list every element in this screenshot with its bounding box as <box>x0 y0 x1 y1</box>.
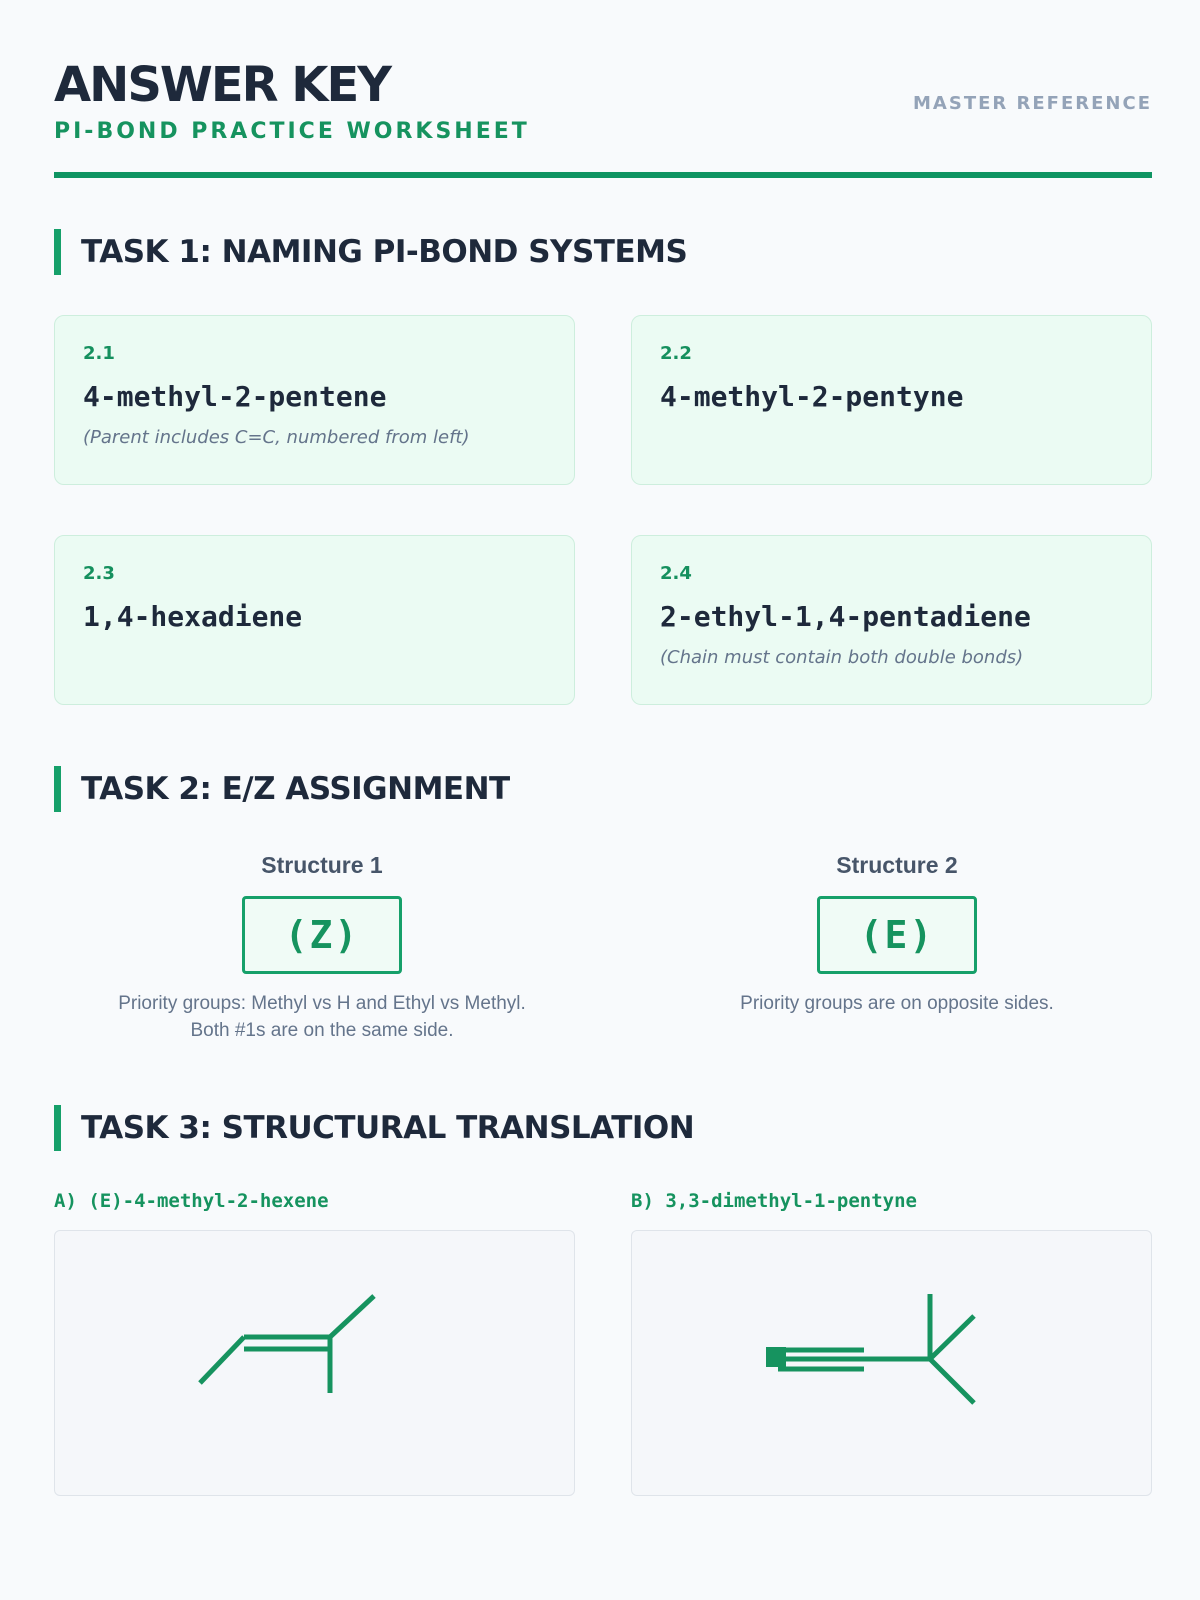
structure-label: Structure 2 <box>836 852 958 878</box>
master-reference-label: MASTER REFERENCE <box>913 93 1152 114</box>
card-answer: 4-methyl-2-pentene <box>83 380 387 413</box>
bond-line <box>930 1359 974 1403</box>
card-note: (Parent includes C=C, numbered from left) <box>83 427 470 448</box>
answer-card-2-2 <box>631 315 1152 485</box>
bond-line <box>930 1316 974 1359</box>
card-answer: 1,4-hexadiene <box>83 600 303 633</box>
header-divider <box>54 172 1152 178</box>
answer-key-page <box>54 0 1152 1600</box>
structure-2-answer <box>617 850 1177 1017</box>
skeletal-structure-b <box>632 1231 1153 1497</box>
card-number: 2.4 <box>660 563 692 584</box>
card-number: 2.2 <box>660 343 692 364</box>
explanation-line: Priority groups are on opposite sides. <box>740 993 1054 1014</box>
answer-card-2-1 <box>54 315 575 485</box>
structure-explanation <box>617 990 1177 1017</box>
explanation-line: Priority groups: Methyl vs H and Ethyl vs Methyl. <box>118 993 526 1014</box>
page-subtitle: PI-BOND PRACTICE WORKSHEET <box>54 119 530 144</box>
explanation-line: Both #1s are on the same side. <box>190 1020 454 1041</box>
answer-card-2-3 <box>54 535 575 705</box>
ez-answer-box: (E) <box>817 896 977 974</box>
bond-line <box>200 1337 244 1383</box>
page-header <box>54 56 1152 180</box>
task3-heading: TASK 3: STRUCTURAL TRANSLATION <box>54 1105 1152 1151</box>
answer-card-2-4 <box>631 535 1152 705</box>
structure-label: Structure 1 <box>261 852 383 878</box>
card-answer: 2-ethyl-1,4-pentadiene <box>660 600 1031 633</box>
structure-b-drawing <box>631 1230 1152 1496</box>
ez-answer-box: (Z) <box>242 896 402 974</box>
card-number: 2.1 <box>83 343 115 364</box>
task1-heading: TASK 1: NAMING PI-BOND SYSTEMS <box>54 229 1152 275</box>
page-title: ANSWER KEY <box>54 57 391 113</box>
structure-explanation <box>42 990 602 1044</box>
card-answer: 4-methyl-2-pentyne <box>660 380 964 413</box>
structure-1-answer <box>42 850 602 1044</box>
skeletal-structure-a <box>55 1231 576 1497</box>
structure-b-label: B) 3,3-dimethyl-1-pentyne <box>631 1190 917 1212</box>
card-note: (Chain must contain both double bonds) <box>660 647 1024 668</box>
structure-a-label: A) (E)-4-methyl-2-hexene <box>54 1190 329 1212</box>
bond-line <box>330 1296 374 1337</box>
task2-heading: TASK 2: E/Z ASSIGNMENT <box>54 766 1152 812</box>
card-number: 2.3 <box>83 563 115 584</box>
structure-a-drawing <box>54 1230 575 1496</box>
